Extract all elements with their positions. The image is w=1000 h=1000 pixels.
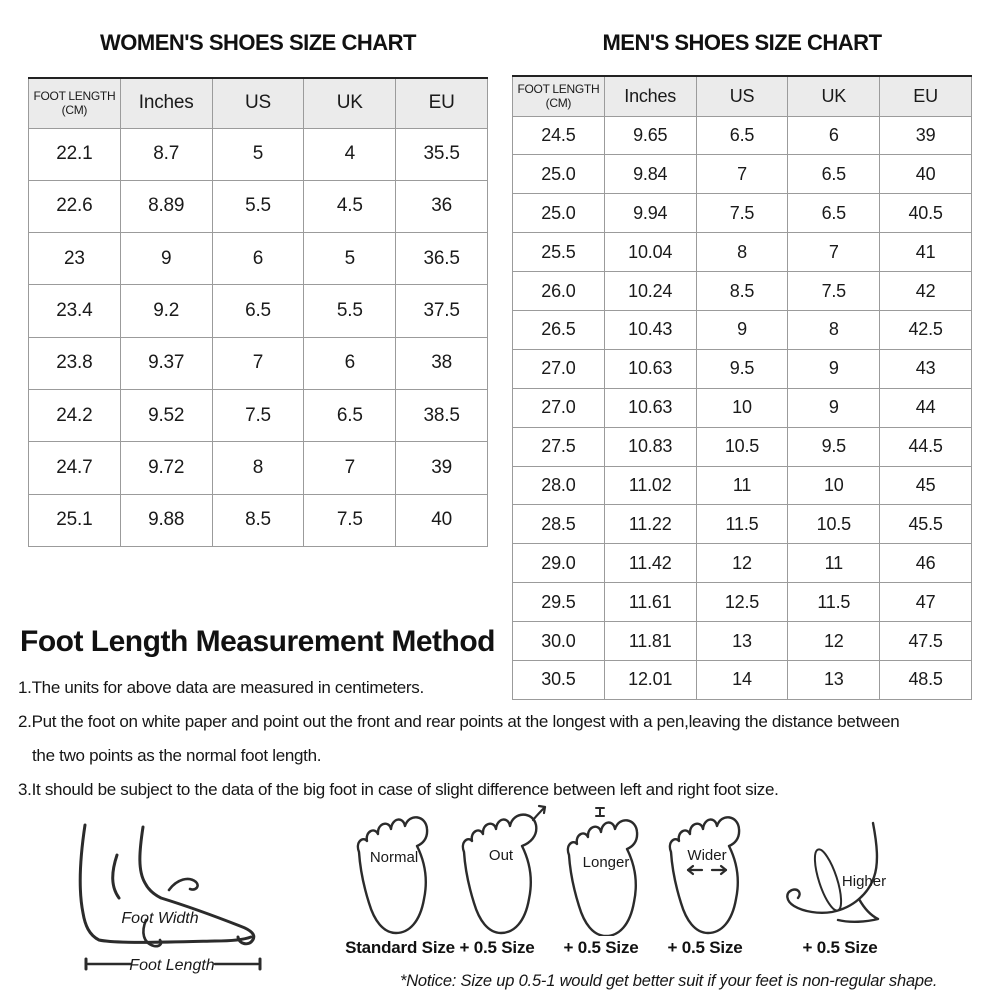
column-header-uk: UK <box>788 76 880 116</box>
table-cell: 12 <box>696 544 788 583</box>
table-cell: 9.88 <box>120 494 212 546</box>
table-cell: 11 <box>696 466 788 505</box>
measurement-step-3: 3.It should be subject to the data of the big foot in case of slight difference between left and right foot size. <box>18 780 779 799</box>
table-cell: 11.22 <box>604 505 696 544</box>
table-row <box>513 466 972 505</box>
table-cell: 9 <box>788 388 880 427</box>
table-cell: 11.5 <box>788 583 880 622</box>
table-cell: 8.7 <box>120 128 212 180</box>
table-cell: 10.5 <box>788 505 880 544</box>
table-cell: 29.5 <box>513 583 605 622</box>
table-cell: 48.5 <box>880 660 972 699</box>
table-cell: 9.84 <box>604 155 696 194</box>
column-header-foot-length <box>513 76 605 116</box>
table-cell: 23.8 <box>29 337 121 389</box>
table-cell: 42 <box>880 272 972 311</box>
table-cell: 22.1 <box>29 128 121 180</box>
header-foot-length-label: FOOT LENGTH <box>33 88 116 103</box>
table-cell: 22.6 <box>29 180 121 232</box>
table-cell: 30.5 <box>513 660 605 699</box>
footprint-wider-label: Wider <box>687 847 727 864</box>
table-row <box>513 310 972 349</box>
table-cell: 26.5 <box>513 310 605 349</box>
table-row <box>513 583 972 622</box>
table-row <box>29 389 488 441</box>
womens-chart-title: WOMEN'S SHOES SIZE CHART <box>100 30 416 55</box>
footprint-out-icon <box>455 804 550 936</box>
table-cell: 7 <box>304 442 396 494</box>
header-cm-label: (CM) <box>545 95 572 110</box>
table-row <box>513 622 972 661</box>
table-cell: 9.5 <box>696 349 788 388</box>
table-cell: 6.5 <box>304 389 396 441</box>
table-row <box>29 285 488 337</box>
table-row <box>29 233 488 285</box>
column-header-us: US <box>696 76 788 116</box>
table-row <box>29 180 488 232</box>
table-cell: 12.5 <box>696 583 788 622</box>
table-cell: 24.7 <box>29 442 121 494</box>
table-cell: 4.5 <box>304 180 396 232</box>
table-cell: 38 <box>396 337 488 389</box>
table-cell: 35.5 <box>396 128 488 180</box>
table-cell: 37.5 <box>396 285 488 337</box>
column-header-uk: UK <box>304 78 396 128</box>
table-row <box>513 194 972 233</box>
table-cell: 10.5 <box>696 427 788 466</box>
table-cell: 6.5 <box>788 194 880 233</box>
mens-header-row <box>513 76 972 116</box>
table-cell: 6.5 <box>788 155 880 194</box>
caption-standard-size: Standard Size <box>345 938 455 957</box>
caption-wider-size: + 0.5 Size <box>667 938 743 957</box>
foot-higher-icon <box>776 820 896 930</box>
table-cell: 38.5 <box>396 389 488 441</box>
table-cell: 9.5 <box>788 427 880 466</box>
table-row <box>29 442 488 494</box>
table-cell: 44.5 <box>880 427 972 466</box>
table-cell: 11.42 <box>604 544 696 583</box>
table-cell: 30.0 <box>513 622 605 661</box>
footprint-normal-label: Normal <box>369 849 419 866</box>
footprint-out-label: Out <box>488 847 514 864</box>
table-row <box>29 337 488 389</box>
table-cell: 12 <box>788 622 880 661</box>
column-header-foot-length <box>29 78 121 128</box>
table-cell: 7 <box>696 155 788 194</box>
table-cell: 42.5 <box>880 310 972 349</box>
caption-higher-size: + 0.5 Size <box>802 938 878 957</box>
table-cell: 25.5 <box>513 233 605 272</box>
footprint-longer-label: Longer <box>582 854 630 871</box>
table-cell: 8.5 <box>696 272 788 311</box>
table-cell: 45.5 <box>880 505 972 544</box>
table-cell: 11.81 <box>604 622 696 661</box>
table-cell: 9.72 <box>120 442 212 494</box>
table-cell: 25.1 <box>29 494 121 546</box>
womens-size-table <box>28 77 488 547</box>
table-cell: 5 <box>304 233 396 285</box>
table-cell: 6.5 <box>212 285 304 337</box>
foot-higher-label: Higher <box>841 873 887 890</box>
mens-chart-title: MEN'S SHOES SIZE CHART <box>602 30 882 55</box>
table-cell: 9 <box>120 233 212 285</box>
table-cell: 5.5 <box>304 285 396 337</box>
table-cell: 6.5 <box>696 116 788 155</box>
footprint-wider-icon <box>662 812 752 939</box>
table-row <box>513 505 972 544</box>
table-cell: 43 <box>880 349 972 388</box>
table-cell: 46 <box>880 544 972 583</box>
table-cell: 36.5 <box>396 233 488 285</box>
table-cell: 6 <box>304 337 396 389</box>
measurement-step-2-continued: the two points as the normal foot length. <box>32 746 322 765</box>
table-cell: 23.4 <box>29 285 121 337</box>
table-cell: 7 <box>788 233 880 272</box>
table-row <box>29 128 488 180</box>
table-cell: 9.37 <box>120 337 212 389</box>
table-row <box>513 155 972 194</box>
table-cell: 8 <box>212 442 304 494</box>
table-cell: 24.2 <box>29 389 121 441</box>
table-cell: 7.5 <box>696 194 788 233</box>
table-cell: 25.0 <box>513 194 605 233</box>
table-cell: 7.5 <box>788 272 880 311</box>
table-row <box>513 544 972 583</box>
table-cell: 8.5 <box>212 494 304 546</box>
table-cell: 7.5 <box>212 389 304 441</box>
measurement-step-2: 2.Put the foot on white paper and point out the front and rear points at the longest with a pen,leaving the distance between <box>18 712 900 731</box>
footprint-normal-icon <box>350 812 440 937</box>
measurement-step-1: 1.The units for above data are measured in centimeters. <box>18 678 424 697</box>
table-cell: 8.89 <box>120 180 212 232</box>
table-cell: 39 <box>396 442 488 494</box>
table-row <box>513 388 972 427</box>
table-cell: 40 <box>880 155 972 194</box>
table-cell: 10.63 <box>604 388 696 427</box>
table-cell: 5.5 <box>212 180 304 232</box>
table-cell: 27.0 <box>513 388 605 427</box>
column-header-inches: Inches <box>604 76 696 116</box>
table-cell: 10.63 <box>604 349 696 388</box>
table-cell: 36 <box>396 180 488 232</box>
table-cell: 44 <box>880 388 972 427</box>
table-cell: 8 <box>788 310 880 349</box>
table-cell: 24.5 <box>513 116 605 155</box>
table-cell: 23 <box>29 233 121 285</box>
table-cell: 28.5 <box>513 505 605 544</box>
table-cell: 4 <box>304 128 396 180</box>
table-cell: 11.61 <box>604 583 696 622</box>
table-cell: 7 <box>212 337 304 389</box>
table-cell: 10.04 <box>604 233 696 272</box>
header-foot-length-label: FOOT LENGTH <box>517 81 600 96</box>
table-cell: 10 <box>696 388 788 427</box>
table-row <box>513 660 972 699</box>
table-row <box>513 349 972 388</box>
column-header-eu: EU <box>396 78 488 128</box>
table-cell: 5 <box>212 128 304 180</box>
table-cell: 28.0 <box>513 466 605 505</box>
column-header-eu: EU <box>880 76 972 116</box>
table-row <box>513 272 972 311</box>
foot-measurement-sketch-icon <box>55 813 265 978</box>
table-cell: 29.0 <box>513 544 605 583</box>
table-cell: 6 <box>788 116 880 155</box>
table-cell: 11.5 <box>696 505 788 544</box>
table-cell: 10 <box>788 466 880 505</box>
table-cell: 6 <box>212 233 304 285</box>
table-row <box>513 427 972 466</box>
table-cell: 9 <box>788 349 880 388</box>
table-cell: 9.65 <box>604 116 696 155</box>
table-cell: 9.52 <box>120 389 212 441</box>
table-cell: 12.01 <box>604 660 696 699</box>
caption-out-size: + 0.5 Size <box>459 938 535 957</box>
foot-width-label: Foot Width <box>121 910 199 927</box>
table-cell: 9.2 <box>120 285 212 337</box>
footprint-longer-icon <box>560 806 650 936</box>
table-row <box>513 233 972 272</box>
table-cell: 10.24 <box>604 272 696 311</box>
measurement-method-title: Foot Length Measurement Method <box>20 625 495 658</box>
table-cell: 26.0 <box>513 272 605 311</box>
table-cell: 10.43 <box>604 310 696 349</box>
table-cell: 39 <box>880 116 972 155</box>
table-cell: 13 <box>788 660 880 699</box>
caption-longer-size: + 0.5 Size <box>563 938 639 957</box>
foot-length-label: Foot Length <box>129 957 215 974</box>
table-cell: 40 <box>396 494 488 546</box>
table-cell: 13 <box>696 622 788 661</box>
table-cell: 10.83 <box>604 427 696 466</box>
table-cell: 47.5 <box>880 622 972 661</box>
table-cell: 11 <box>788 544 880 583</box>
table-cell: 11.02 <box>604 466 696 505</box>
mens-size-table <box>512 75 972 700</box>
header-cm-label: (CM) <box>61 102 88 117</box>
table-cell: 41 <box>880 233 972 272</box>
table-cell: 40.5 <box>880 194 972 233</box>
table-cell: 14 <box>696 660 788 699</box>
column-header-us: US <box>212 78 304 128</box>
table-cell: 8 <box>696 233 788 272</box>
notice-text: *Notice: Size up 0.5-1 would get better suit if your feet is non-regular shape. <box>400 972 938 990</box>
womens-header-row <box>29 78 488 128</box>
table-cell: 27.0 <box>513 349 605 388</box>
table-cell: 25.0 <box>513 155 605 194</box>
table-cell: 7.5 <box>304 494 396 546</box>
table-cell: 27.5 <box>513 427 605 466</box>
table-cell: 9.94 <box>604 194 696 233</box>
table-cell: 9 <box>696 310 788 349</box>
table-row <box>513 116 972 155</box>
table-row <box>29 494 488 546</box>
table-cell: 47 <box>880 583 972 622</box>
column-header-inches: Inches <box>120 78 212 128</box>
table-cell: 45 <box>880 466 972 505</box>
